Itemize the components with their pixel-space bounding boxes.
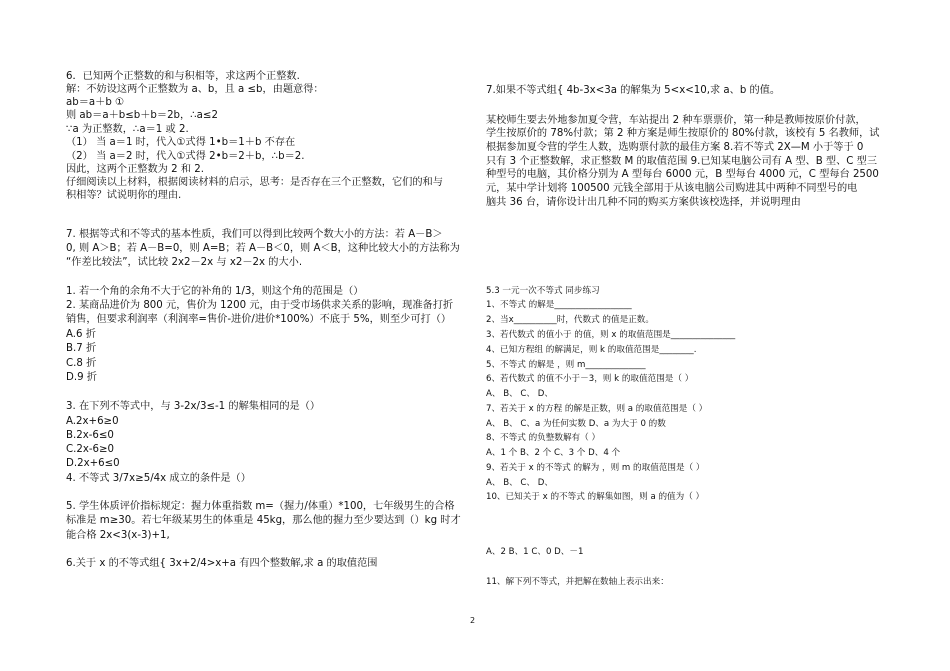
exercise-item: 1、不等式 的解是__________________ [486,300,632,310]
exercise-options: A、 B、 C、 D、 [486,478,553,488]
exercise-item: 5、不等式 的解是 ，则 m______________ [486,360,646,370]
q2-option: A.6 折 [66,329,96,340]
q7-line: 7. 根据等式和不等式的基本性质，我们可以得到比较两个数大小的方法：若 A－B＞ [66,229,443,240]
exercise-item: 6、若代数式 的值不小于－3，则 k 的取值范围是（ ） [486,374,694,384]
solution-line: 积相等？试说明你的理由. [66,190,182,201]
exercise-item: 10、已知关于 x 的不等式 的解集如图，则 a 的值为（ ） [486,492,705,502]
q6b: 6.关于 x 的不等式组{ 3x+2/4>x+a 有四个整数解,求 a 的取值范围 [66,558,378,569]
right-q7: 7.如果不等式组{ 4b-3x<3a 的解集为 5<x<10,求 a、b 的值。 [486,85,781,96]
q3-option: D.2x+6≤0 [66,458,120,469]
q2-line: 销售，但要求利润率（利润率=售价-进价/进价*100%）不底于 5%，则至少可打（） [66,314,452,325]
paragraph-line: 只有 3 个正整数解，求正整数 M 的取值范围 9.已知某电脑公司有 A 型、B 型、C 型三 [486,156,878,167]
solution-line: 仔细阅读以上材料，根据阅读材料的启示，思考：是否存在三个正整数，它们的和与 [66,177,443,188]
q4: 4. 不等式 3/7x≥5/4x 成立的条件是（） [66,473,251,484]
q3-option: C.2x-6≥0 [66,444,115,455]
solution-line: （1） 当 a＝1 时，代入①式得 1•b＝1＋b 不存在 [66,137,296,148]
solution-line: 则 ab＝a＋b≤b＋b＝2b，∴a≤2 [66,110,218,121]
exercise-item: 8、不等式 的负整数解有（ ） [486,433,601,443]
exercise-item: 3、若代数式 的值小于 的值，则 x 的取值范围是_______________ [486,330,736,340]
q3-option: A.2x+6≥0 [66,416,119,427]
exercise-item: 4、已知方程组 的解满足，则 k 的取值范围是________. [486,345,697,355]
paragraph-line: 学生按原价的 78%付款；第 2 种方案是师生按原价的 80%付款，该校有 5 名教师，试 [486,128,880,139]
q1: 1. 若一个角的余角不大于它的补角的 1/3，则这个角的范围是（） [66,286,364,297]
solution-line: ∵a 为正整数，∴a＝1 或 2. [66,124,189,135]
page-number: 2 [470,616,476,625]
solution-line: （2） 当 a＝2 时，代入①式得 2•b＝2＋b，∴b＝2. [66,151,305,162]
paragraph-line: 根据参加夏令营的学生人数，选购票付款的最佳方案 8.若不等式 2X—M 小于等于 0 [486,142,864,153]
q2-option: D.9 折 [66,372,97,383]
paragraph-line: 脑共 36 台，请你设计出几种不同的购买方案供该校选择，并说明理由 [486,197,801,208]
solution-line: 因此，这两个正整数为 2 和 2. [66,164,204,175]
q7-line: “作差比较法”，试比较 2x2－2x 与 x2－2x 的大小. [66,257,303,268]
q6-title: 6．已知两个正整数的和与积相等，求这两个正整数. [66,71,300,82]
paragraph-line: 某校师生要去外地参加夏令营，车站提出 2 种车票票价，第一种是教师按原价付款， [486,115,866,126]
exercise-options: A、 B、 C、 D、 [486,389,553,399]
exercise-item: 11、解下列不等式，并把解在数轴上表示出来： [486,577,669,587]
paragraph-line: 元，某中学计划将 100500 元钱全部用于从该电脑公司购进其中两种不同型号的电 [486,183,858,194]
q7-line: 0, 则 A＞B；若 A－B=0，则 A=B；若 A－B＜0，则 A＜B，这种比较大小的方法称为 [66,243,460,254]
q2-line: 2. 某商品进价为 800 元，售价为 1200 元，由于受市场供求关系的影响，现准备打折 [66,300,454,311]
q5-line: 能合格 2x<3(x-3)+1, [66,530,170,541]
q3: 3. 在下列不等式中，与 3-2x/3≤-1 的解集相同的是（） [66,401,321,412]
q3-option: B.2x-6≤0 [66,430,114,441]
solution-line: ab＝a＋b ① [66,97,125,108]
q5-line: 5. 学生体质评价指标规定：握力体重指数 m=（握力/体重）*100，七年级男生的合格 [66,501,455,512]
paragraph-line: 种型号的电脑，其价格分别为 A 型每台 6000 元，B 型每台 4000 元，C 型每台 2500 [486,169,879,180]
exercise-options: A、1 个 B、2 个 C、3 个 D、4 个 [486,448,621,458]
exercise-options: A、 B、 C、a 为任何实数 D、a 为大于 0 的数 [486,419,666,429]
exercise-item: 7、若关于 x 的方程 的解是正数，则 a 的取值范围是（ ） [486,404,708,414]
solution-line: 解：不妨设这两个正整数为 a、b，且 a ≤b，由题意得： [66,84,324,95]
exercise-item: 9、若关于 x 的不等式 的解为 ，则 m 的取值范围是（ ） [486,463,705,473]
q2-option: B.7 折 [66,343,97,354]
exercise-title: 5.3 一元一次不等式 同步练习 [486,286,600,296]
q5-line: 标准是 m≥30。若七年级某男生的体重是 45kg，那么他的握力至少要达到（）kg 时才 [66,515,461,526]
exercise-item: 2、当x__________时，代数式 的值是正数。 [486,315,654,325]
q2-option: C.8 折 [66,358,97,369]
exercise-options: A、2 B、1 C、0 D、－1 [486,547,584,557]
